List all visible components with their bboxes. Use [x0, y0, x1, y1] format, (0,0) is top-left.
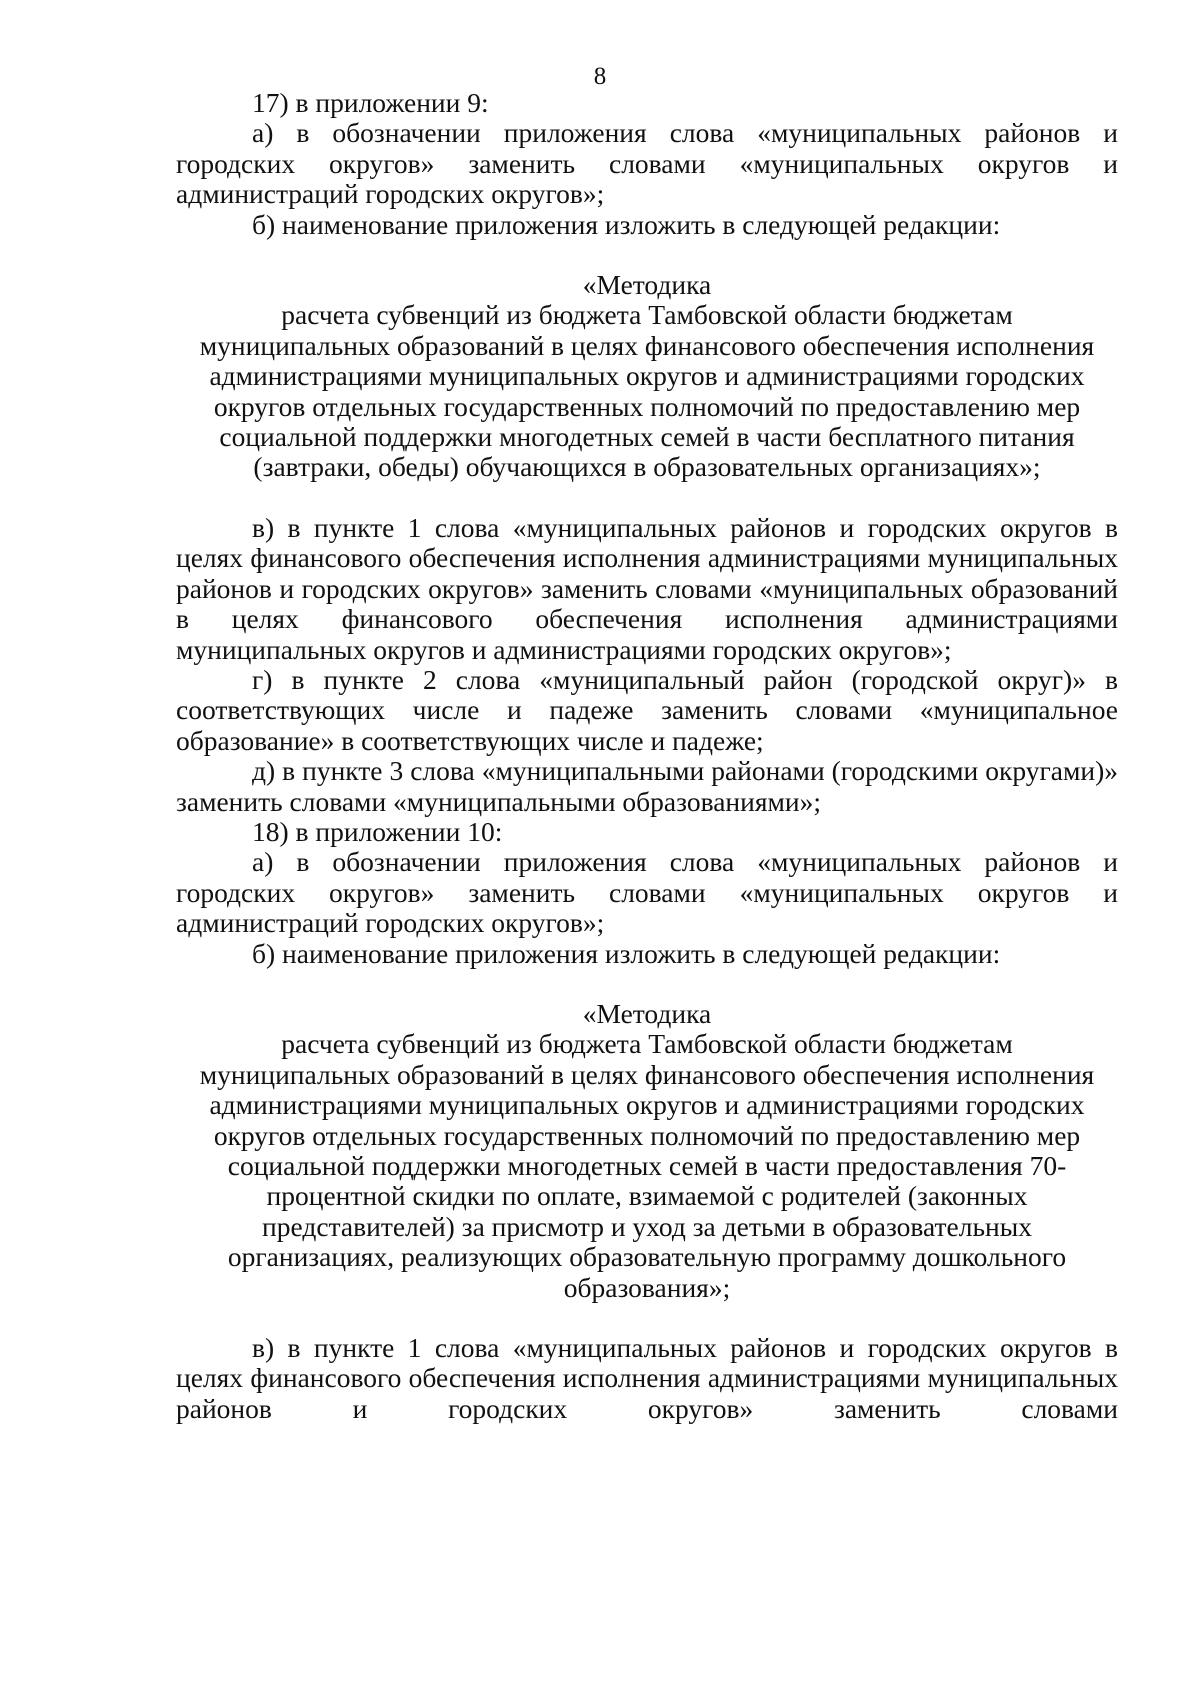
title-line: расчета субвенций из бюджета Тамбовской области бюджетам [281, 299, 1013, 331]
title-line: организациях, реализующих образовательную программу дошкольного [227, 1241, 1067, 1273]
item-17-a: а) в обозначении приложения слова «муниципальных районов и городских округов» заменить словами «муниципальных округов и администраций городских округов»; [176, 117, 1118, 210]
title-line: образования»; [563, 1271, 731, 1303]
item-18-v: в) в пункте 1 слова «муниципальных районов и городских округов в целях финансового обеспечения исполнения администрациями муниципальных районов и городских округов» заменить словами [176, 1332, 1118, 1424]
title-line: округов отдельных государственных полномочий по предоставлению мер [213, 390, 1081, 422]
title-line: «Методика [582, 269, 712, 301]
title-line: (завтраки, обеды) обучающихся в образовательных организациях»; [253, 451, 1041, 483]
item-17-g: г) в пункте 2 слова «муниципальный район (городской округ)» в соответствующих числе и падеже заменить словами «муниципальное образование» в соответствующих числе и падеже; [176, 663, 1118, 756]
title-line: процентной скидки по оплате, взимаемой с родителей (законных [266, 1180, 1028, 1212]
title-line: «Методика [582, 997, 712, 1029]
title-line: расчета субвенций из бюджета Тамбовской области бюджетам [281, 1028, 1013, 1060]
item-18-b: б) наименование приложения изложить в следующей редакции: [252, 937, 1001, 969]
document-body [176, 88, 1118, 1424]
title-line: муниципальных образований в целях финансового обеспечения исполнения [199, 329, 1095, 361]
title-line: представителей) за присмотр и уход за детьми в образовательных [262, 1210, 1032, 1242]
page-number: 8 [593, 63, 607, 90]
item-17-b: б) наименование приложения изложить в следующей редакции: [252, 208, 1001, 240]
methodology-title-2 [176, 999, 1118, 1303]
title-line: администрациями муниципальных округов и администрациями городских [209, 360, 1085, 392]
title-line: округов отдельных государственных полномочий по предоставлению мер [213, 1119, 1081, 1151]
methodology-title-1 [176, 270, 1118, 483]
item-18-heading: 18) в приложении 10: [252, 815, 503, 847]
title-line: муниципальных образований в целях финансового обеспечения исполнения [199, 1058, 1095, 1090]
item-17-d: д) в пункте 3 слова «муниципальными районами (городскими округами)» заменить словами «муниципальными образованиями»; [176, 755, 1118, 817]
title-line: администрациями муниципальных округов и администрациями городских [209, 1089, 1085, 1121]
item-17-heading: 17) в приложении 9: [252, 87, 489, 118]
title-line: социальной поддержки многодетных семей в части предоставления 70- [227, 1150, 1067, 1181]
title-line: социальной поддержки многодетных семей в части бесплатного питания [219, 421, 1075, 453]
item-18-a: а) в обозначении приложения слова «муниципальных районов и городских округов» заменить словами «муниципальных округов и администраций городских округов»; [176, 846, 1118, 939]
item-17-v: в) в пункте 1 слова «муниципальных районов и городских округов в целях финансового обеспечения исполнения администрациями муниципальных районов и городских округов» заменить словами «муниципальных образований в целях финансового обеспечения исполнения администрациями муниципальных округов и администрациями городских округов»; [176, 511, 1118, 665]
